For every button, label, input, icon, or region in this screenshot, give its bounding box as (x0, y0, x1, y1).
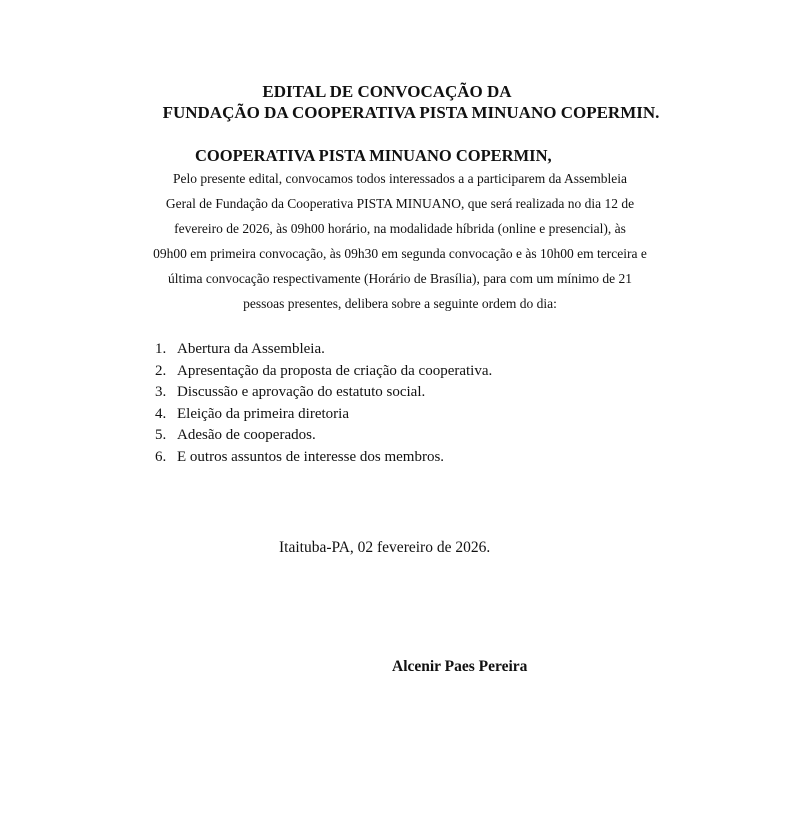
paragraph-line: Geral de Fundação da Cooperativa PISTA MINUANO, que será realizada no dia 12 de (165, 196, 635, 211)
signature-name: Alcenir Paes Pereira (392, 658, 528, 675)
agenda-item-text: Eleição da primeira diretoria (177, 405, 349, 422)
agenda-item-number: 3. (155, 384, 167, 401)
agenda-item-number: 6. (155, 448, 167, 465)
agenda-item (155, 382, 492, 404)
paragraph-line: pessoas presentes, delibera sobre a seguinte ordem do dia: (243, 296, 557, 311)
agenda-item-text: Apresentação da proposta de criação da cooperativa. (177, 362, 493, 379)
paragraph-line: fevereiro de 2026, às 09h00 horário, na modalidade híbrida (online e presencial), às (174, 221, 626, 236)
place-and-date: Itaituba-PA, 02 fevereiro de 2026. (279, 539, 491, 556)
agenda-item (155, 361, 492, 383)
agenda-item (155, 425, 492, 447)
paragraph-line: Pelo presente edital, convocamos todos interessados a a participarem da Assembleia (173, 171, 627, 186)
agenda-item-text: Discussão e aprovação do estatuto social. (177, 384, 426, 401)
agenda-item (155, 404, 492, 426)
agenda-item-text: Abertura da Assembleia. (177, 341, 325, 357)
agenda-item-number: 5. (155, 427, 167, 444)
agenda-item-text: Adesão de cooperados. (177, 427, 316, 444)
agenda-item-number: 2. (155, 362, 167, 379)
document-title-line-2: FUNDAÇÃO DA COOPERATIVA PISTA MINUANO COPERMIN. (162, 103, 660, 122)
agenda-list (155, 339, 492, 469)
agenda-item (155, 339, 492, 361)
paragraph-line: última convocação respectivamente (Horário de Brasília), para com um mínimo de 21 (167, 271, 633, 286)
agenda-item-text: E outros assuntos de interesse dos membros. (177, 448, 445, 465)
document-title-line-1: EDITAL DE CONVOCAÇÃO DA (262, 82, 512, 101)
paragraph-line: 09h00 em primeira convocação, às 09h30 em segunda convocação e às 10h00 em terceira e (153, 246, 647, 261)
agenda-item-number: 1. (155, 341, 167, 357)
agenda-item-number: 4. (155, 405, 167, 422)
agenda-item (155, 447, 492, 469)
cooperative-name-heading: COOPERATIVA PISTA MINUANO COPERMIN, (195, 146, 552, 165)
convocation-paragraph (0, 166, 800, 316)
